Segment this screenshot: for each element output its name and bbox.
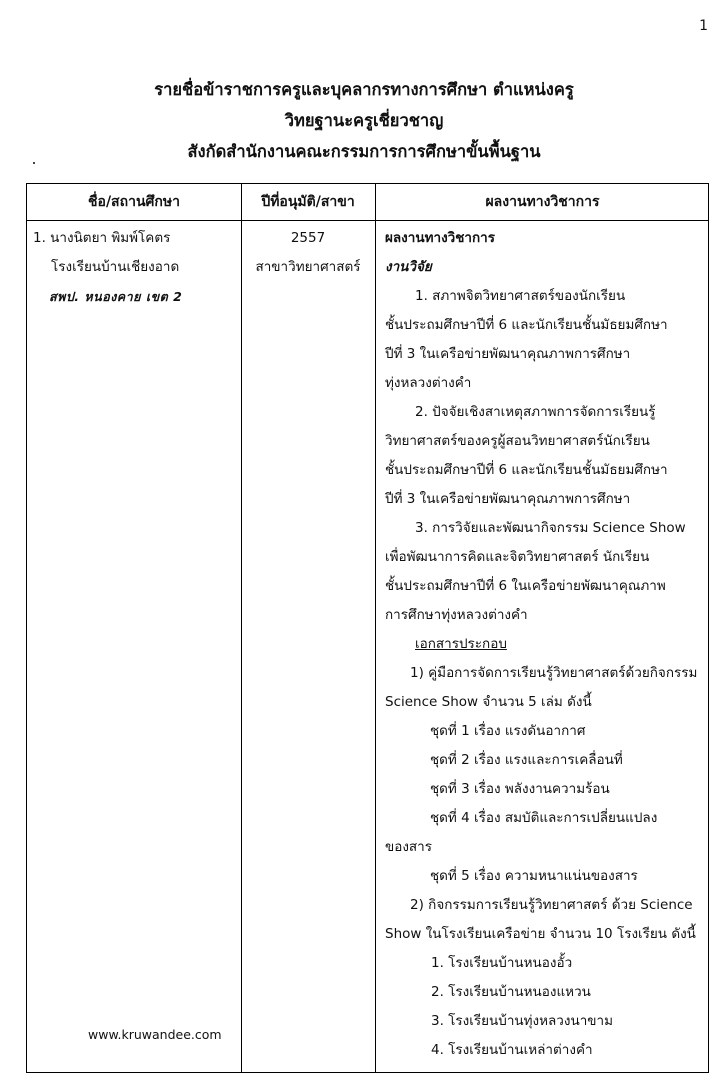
column-header-works: ผลงานทางวิชาการ bbox=[485, 194, 600, 210]
school-item: 2. โรงเรียนบ้านหนองแหวน bbox=[431, 984, 591, 1000]
school-item: 4. โรงเรียนบ้านเหล่าต่างคำ bbox=[431, 1042, 593, 1058]
school-item: 1. โรงเรียนบ้านหนองอั้ว bbox=[431, 955, 573, 971]
stray-dot-mark bbox=[33, 162, 35, 164]
research-line: ปีที่ 3 ในเครือข่ายพัฒนาคุณภาพการศึกษา bbox=[385, 346, 631, 362]
header-title-line-2: วิทยฐานะครูเชี่ยวชาญ bbox=[284, 111, 444, 130]
research-line: ปีที่ 3 ในเครือข่ายพัฒนาคุณภาพการศึกษา bbox=[385, 491, 631, 507]
research-line: เพื่อพัฒนาการคิดและจิตวิทยาศาสตร์ นักเรียน bbox=[385, 549, 650, 565]
page-number: 1 bbox=[699, 18, 708, 34]
set-item-cont: ของสาร bbox=[385, 839, 432, 855]
research-line: 3. การวิจัยและพัฒนากิจกรรม Science Show bbox=[415, 520, 686, 536]
research-line: วิทยาศาสตร์ของครูผู้สอนวิทยาศาสตร์นักเรียน bbox=[385, 433, 650, 449]
teacher-table bbox=[26, 183, 709, 1073]
header-title-line-1: รายชื่อข้าราชการครูและบุคลากรทางการศึกษา ตำแหน่งครู bbox=[154, 80, 574, 99]
column-divider-2 bbox=[375, 184, 376, 1072]
research-line: ชั้นประถมศึกษาปีที่ 6 และนักเรียนชั้นมัธยมศึกษา bbox=[385, 317, 668, 333]
research-heading: งานวิจัย bbox=[385, 259, 432, 275]
watermark-url: www.kruwandee.com bbox=[88, 1027, 222, 1042]
column-divider-1 bbox=[241, 184, 242, 1072]
document-item-1: 1) คู่มือการจัดการเรียนรู้วิทยาศาสตร์ด้วยกิจกรรม bbox=[410, 665, 698, 681]
set-item: ชุดที่ 2 เรื่อง แรงและการเคลื่อนที่ bbox=[430, 752, 623, 768]
teacher-name: 1. นางนิตยา พิมพ์โคตร bbox=[33, 230, 171, 246]
column-header-name: ชื่อ/สถานศึกษา bbox=[88, 194, 180, 210]
set-item: ชุดที่ 5 เรื่อง ความหนาแน่นของสาร bbox=[430, 868, 638, 884]
document-item-2: 2) กิจกรรมการเรียนรู้วิทยาศาสตร์ ด้วย Science bbox=[410, 897, 693, 913]
document-item-2-cont: Show ในโรงเรียนเครือข่าย จำนวน 10 โรงเรียน ดังนี้ bbox=[385, 926, 696, 942]
research-line: ทุ่งหลวงต่างคำ bbox=[385, 375, 472, 391]
handwritten-area: สพป. หนองคาย เขต 2 bbox=[49, 289, 183, 304]
research-line: ชั้นประถมศึกษาปีที่ 6 ในเครือข่ายพัฒนาคุณภาพ bbox=[385, 578, 666, 594]
header-title-line-3: สังกัดสำนักงานคณะกรรมการการศึกษาขั้นพื้นฐาน bbox=[187, 142, 541, 161]
document-header bbox=[0, 74, 728, 167]
name-school-cell bbox=[27, 224, 241, 311]
set-item: ชุดที่ 4 เรื่อง สมบัติและการเปลี่ยนแปลง bbox=[430, 810, 658, 826]
set-item: ชุดที่ 1 เรื่อง แรงดันอากาศ bbox=[430, 723, 586, 739]
documents-heading: เอกสารประกอบ bbox=[415, 636, 507, 652]
document-item-1-cont: Science Show จำนวน 5 เล่ม ดังนี้ bbox=[385, 694, 592, 710]
approval-year: 2557 bbox=[290, 230, 326, 246]
research-line: 1. สภาพจิตวิทยาศาสตร์ของนักเรียน bbox=[415, 288, 626, 304]
works-title: ผลงานทางวิชาการ bbox=[385, 230, 495, 246]
year-major-cell bbox=[241, 224, 375, 282]
header-row-divider bbox=[27, 220, 708, 221]
school-item: 3. โรงเรียนบ้านทุ่งหลวงนาขาม bbox=[431, 1013, 613, 1029]
works-cell bbox=[385, 224, 705, 1065]
column-header-year: ปีที่อนุมัติ/สาขา bbox=[261, 194, 355, 210]
research-line: ชั้นประถมศึกษาปีที่ 6 และนักเรียนชั้นมัธยมศึกษา bbox=[385, 462, 668, 478]
major: สาขาวิทยาศาสตร์ bbox=[255, 259, 361, 275]
research-line: 2. ปัจจัยเชิงสาเหตุสภาพการจัดการเรียนรู้ bbox=[415, 404, 656, 420]
research-line: การศึกษาทุ่งหลวงต่างคำ bbox=[385, 607, 528, 623]
set-item: ชุดที่ 3 เรื่อง พลังงานความร้อน bbox=[430, 781, 610, 797]
school-name: โรงเรียนบ้านเชียงอาด bbox=[51, 259, 180, 275]
